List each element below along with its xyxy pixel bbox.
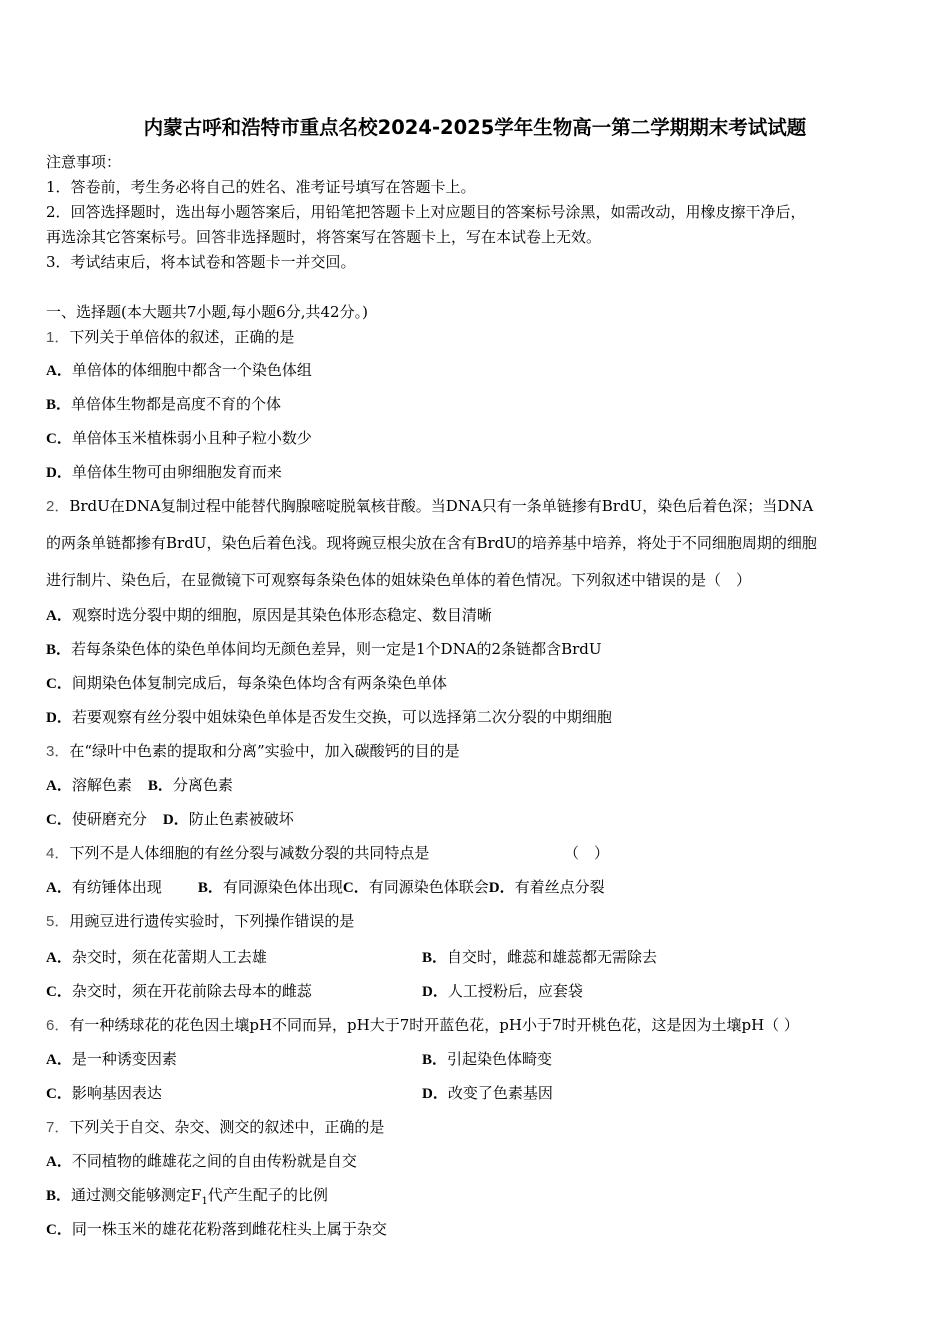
option-label: D．	[162, 812, 189, 828]
option-d	[422, 1084, 553, 1103]
option-label: B．	[46, 642, 72, 658]
option-text: 改变了色素基因	[447, 1084, 553, 1102]
option-label: A．	[46, 1154, 72, 1170]
option-row	[46, 948, 906, 967]
option-label: A．	[46, 880, 72, 896]
option-label: D．	[46, 710, 72, 726]
option-label: C．	[46, 984, 72, 1000]
option-text: 单倍体玉米植株弱小且种子粒小数少	[71, 429, 312, 447]
option-row	[46, 776, 233, 795]
option-b	[422, 948, 657, 967]
question-number: 3．	[46, 743, 70, 760]
option-text: 间期染色体复制完成后，每条染色体均含有两条染色单体	[71, 674, 447, 692]
notice-item: 3．考试结束后，将本试卷和答题卡一并交回。	[46, 253, 356, 271]
question-stem: 用豌豆进行遗传实验时，下列操作错误的是	[69, 912, 355, 930]
notice-item: 1．答卷前，考生务必将自己的姓名、准考证号填写在答题卡上。	[46, 178, 476, 196]
option-d	[422, 982, 583, 1001]
option-label: B．	[46, 1188, 72, 1204]
question-stem: 下列关于单倍体的叙述，正确的是	[69, 328, 295, 346]
option-text: 分离色素	[172, 776, 233, 794]
option-text: 有纺锤体出现	[71, 878, 162, 896]
option-row	[46, 810, 294, 829]
option-label: D．	[46, 465, 72, 481]
question-stem: BrdU在DNA复制过程中能替代胸腺嘧啶脱氧核苷酸。当DNA只有一条单链掺有BrdU，染色后着色深；当DNA	[69, 497, 814, 515]
option-row	[46, 878, 605, 897]
option-b	[46, 1186, 328, 1211]
option-row	[46, 1084, 906, 1103]
option-label: C．	[46, 431, 72, 447]
option-row	[46, 1050, 906, 1069]
option-label: A．	[46, 778, 72, 794]
option-text: 自交时，雌蕊和雄蕊都无需除去	[447, 948, 658, 966]
option-label: B．	[422, 1052, 448, 1068]
option-text: 杂交时，须在花蕾期人工去雄	[71, 948, 267, 966]
option-a	[46, 361, 312, 380]
option-label: B．	[46, 397, 72, 413]
option-row	[46, 982, 906, 1001]
option-c	[46, 429, 312, 448]
option-text: 人工授粉后，应套袋	[447, 982, 583, 1000]
option-text: 有同源染色体出现	[222, 878, 343, 896]
question-number: 6．	[46, 1017, 70, 1034]
option-label: C．	[46, 812, 72, 828]
option-label: D．	[422, 1086, 448, 1102]
option-label: A．	[46, 363, 72, 379]
option-text: 通过测交能够测定F	[71, 1186, 202, 1204]
option-label: C．	[46, 1086, 72, 1102]
option-text: 是一种诱变因素	[71, 1050, 177, 1068]
option-label: B．	[197, 880, 223, 896]
question-number: 5．	[46, 913, 70, 930]
question-number: 7．	[46, 1119, 70, 1136]
page-title: 内蒙古呼和浩特市重点名校2024-2025学年生物高一第二学期期末考试试题	[143, 116, 807, 139]
option-a	[46, 1152, 357, 1171]
notice-item: 再选涂其它答案标号。回答非选择题时，将答案写在答题卡上，写在本试卷上无效。	[46, 228, 602, 246]
option-label: B．	[147, 778, 173, 794]
option-c	[46, 674, 447, 693]
option-text: 观察时选分裂中期的细胞，原因是其染色体形态稳定、数目清晰	[71, 606, 492, 624]
question-stem-cont: 的两条单链都掺有BrdU，染色后着色浅。现将豌豆根尖放在含有BrdU的培养基中培养，将处于不同细胞周期的细胞	[46, 534, 817, 552]
option-text: 杂交时，须在开花前除去母本的雌蕊	[71, 982, 312, 1000]
question-6	[46, 1016, 799, 1035]
question-1	[46, 328, 294, 347]
option-b	[46, 640, 602, 659]
option-text: 引起染色体畸变	[447, 1050, 553, 1068]
option-d	[46, 708, 612, 727]
notice-heading: 注意事项：	[46, 153, 122, 171]
option-label: C．	[46, 676, 72, 692]
notice-item: 2．回答选择题时，选出每小题答案后，用铅笔把答题卡上对应题目的答案标号涂黑，如需改动，用橡皮擦干净后，	[46, 203, 806, 221]
option-text: 单倍体生物都是高度不育的个体	[71, 395, 282, 413]
answer-paren: （ ）	[564, 844, 610, 862]
question-stem-cont: 进行制片、染色后，在显微镜下可观察每条染色体的姐妹染色单体的着色情况。下列叙述中错误的是（ ）	[46, 571, 752, 589]
question-7	[46, 1118, 384, 1137]
option-label: A．	[46, 608, 72, 624]
option-text: 有同源染色体联会	[368, 878, 489, 896]
question-stem: 下列不是人体细胞的有丝分裂与减数分裂的共同特点是	[69, 844, 430, 862]
option-label: C．	[46, 1222, 72, 1238]
option-label: A．	[46, 950, 72, 966]
question-stem: 下列关于自交、杂交、测交的叙述中，正确的是	[69, 1118, 385, 1136]
section-heading: 一、选择题(本大题共7小题,每小题6分,共42分。)	[46, 303, 368, 321]
option-label: B．	[422, 950, 448, 966]
question-number: 4．	[46, 845, 70, 862]
option-text: 若要观察有丝分裂中姐妹染色单体是否发生交换，可以选择第二次分裂的中期细胞	[71, 708, 612, 726]
option-c	[46, 1220, 387, 1239]
option-text: 有着丝点分裂	[514, 878, 605, 896]
question-2	[46, 497, 813, 516]
question-stem: 在“绿叶中色素的提取和分离”实验中，加入碳酸钙的目的是	[69, 742, 460, 760]
option-label: A．	[46, 1052, 72, 1068]
question-number: 1．	[46, 329, 70, 346]
subscript: 1	[201, 1196, 208, 1207]
option-text: 单倍体的体细胞中都含一个染色体组	[71, 361, 312, 379]
option-label: D．	[422, 984, 448, 1000]
question-4	[46, 844, 610, 863]
option-text: 同一株玉米的雄花花粉落到雌花柱头上属于杂交	[71, 1220, 387, 1238]
option-text: 影响基因表达	[71, 1084, 162, 1102]
option-text: 使研磨充分	[71, 810, 147, 828]
question-number: 2．	[46, 498, 70, 515]
option-label: D．	[488, 880, 515, 896]
option-text: 代产生配子的比例	[207, 1186, 328, 1204]
question-stem: 有一种绣球花的花色因土壤pH不同而异，pH大于7时开蓝色花，pH小于7时开桃色花，这是因为土壤pH（ ）	[69, 1016, 799, 1034]
question-3	[46, 742, 460, 761]
option-text: 单倍体生物可由卵细胞发育而来	[71, 463, 282, 481]
option-text: 若每条染色体的染色单体间均无颜色差异，则一定是1个DNA的2条链都含BrdU	[71, 640, 602, 658]
option-d	[46, 463, 282, 482]
option-text: 防止色素被破坏	[188, 810, 294, 828]
option-b	[46, 395, 281, 414]
option-label: C．	[342, 880, 369, 896]
option-a	[46, 606, 492, 625]
option-b	[422, 1050, 552, 1069]
question-5	[46, 912, 354, 931]
option-text: 不同植物的雌雄花之间的自由传粉就是自交	[71, 1152, 357, 1170]
option-text: 溶解色素	[71, 776, 132, 794]
